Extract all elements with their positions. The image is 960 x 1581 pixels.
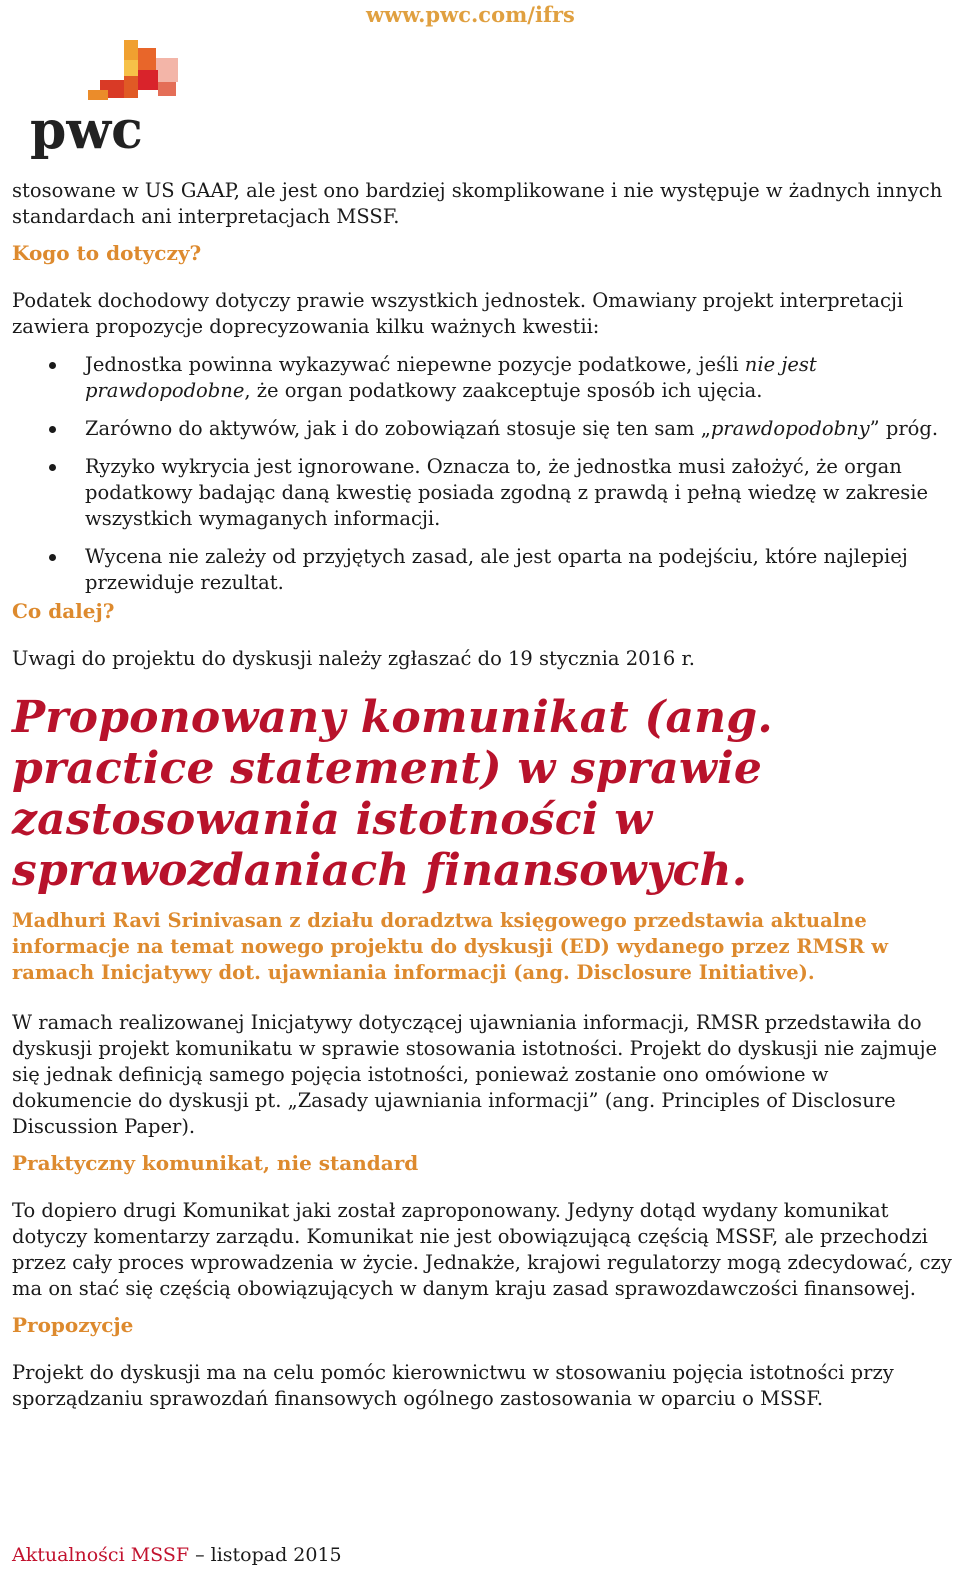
main-content	[12, 178, 952, 1412]
article-paragraph-3: Projekt do dyskusji ma na celu pomóc kierownictwu w stosowaniu pojęcia istotności przy sporządzaniu sprawozdań finansowych ogólnego zastosowania w oparciu o MSSF.	[12, 1361, 894, 1410]
list-item: Jednostka powinna wykazywać niepewne pozycje podatkowe, jeśli nie jest prawdopodobne, że organ podatkowy zaakceptuje sposób ich ujęcia.	[12, 352, 952, 404]
heading-proposals: Propozycje	[12, 1313, 134, 1337]
who-paragraph: Podatek dochodowy dotyczy prawie wszystkich jednostek. Omawiany projekt interpretacji zawiera propozycje doprecyzowania kilku ważnych kwestii:	[12, 289, 904, 338]
list-item: Ryzyko wykrycia jest ignorowane. Oznacza to, że jednostka musi założyć, że organ podatkowy badając daną kwestię posiada zgodną z prawdą i pełną wiedzę w zakresie wszystkich wymaganych informacji.	[12, 454, 952, 532]
bullet-icon	[49, 426, 56, 433]
bullet-icon	[49, 362, 56, 369]
heading-who: Kogo to dotyczy?	[12, 241, 202, 265]
next-paragraph: Uwagi do projektu do dyskusji należy zgłaszać do 19 stycznia 2016 r.	[12, 647, 695, 670]
bullet-icon	[49, 554, 56, 561]
intro-paragraph: stosowane w US GAAP, ale jest ono bardziej skomplikowane i nie występuje w żadnych innych standardach ani interpretacjach MSSF.	[12, 179, 943, 228]
article-lead: Madhuri Ravi Srinivasan z działu doradztwa księgowego przedstawia aktualne informacje na temat nowego projektu do dyskusji (ED) wydanego przez RMSR w ramach Inicjatywy dot. ujawniania informacji (ang. Disclosure Initiative).	[12, 909, 889, 984]
bullet-icon	[49, 464, 56, 471]
list-item: Zarówno do aktywów, jak i do zobowiązań stosuje się ten sam „prawdopodobny” próg.	[12, 416, 952, 442]
issues-list	[12, 352, 952, 596]
article-paragraph-2: To dopiero drugi Komunikat jaki został zaproponowany. Jedyny dotąd wydany komunikat dotyczy komentarzy zarządu. Komunikat nie jest obowiązującą częścią MSSF, ale przechodzi przez cały proces wprowadzenia w życie. Jednakże, krajowi regulatorzy mogą zdecydować, czy ma on stać się częścią obowiązujących w danym kraju zasad sprawozdawczości finansowej.	[12, 1199, 952, 1300]
heading-practical: Praktyczny komunikat, nie standard	[12, 1151, 419, 1175]
footer-dash: –	[189, 1544, 211, 1566]
article-title: Proponowany komunikat (ang. practice statement) w sprawie zastosowania istotności w sprawozdaniach finansowych.	[12, 692, 773, 896]
page-footer	[12, 1544, 342, 1566]
logo-wordmark: pwc	[30, 100, 143, 160]
heading-next: Co dalej?	[12, 599, 115, 623]
footer-publication: Aktualności MSSF	[12, 1544, 190, 1566]
pwc-logo	[28, 38, 188, 160]
website-url[interactable]: www.pwc.com/ifrs	[366, 2, 575, 27]
article-paragraph-1: W ramach realizowanej Inicjatywy dotyczącej ujawniania informacji, RMSR przedstawiła do dyskusji projekt komunikatu w sprawie stosowania istotności. Projekt do dyskusji nie zajmuje się jednak definicją samego pojęcia istotności, ponieważ zostanie ono omówione w dokumencie do dyskusji pt. „Zasady ujawniania informacji” (ang. Principles of Disclosure Discussion Paper).	[12, 1011, 938, 1138]
footer-date: listopad 2015	[210, 1544, 342, 1566]
list-item: Wycena nie zależy od przyjętych zasad, ale jest oparta na podejściu, które najlepiej przewiduje rezultat.	[12, 544, 952, 596]
